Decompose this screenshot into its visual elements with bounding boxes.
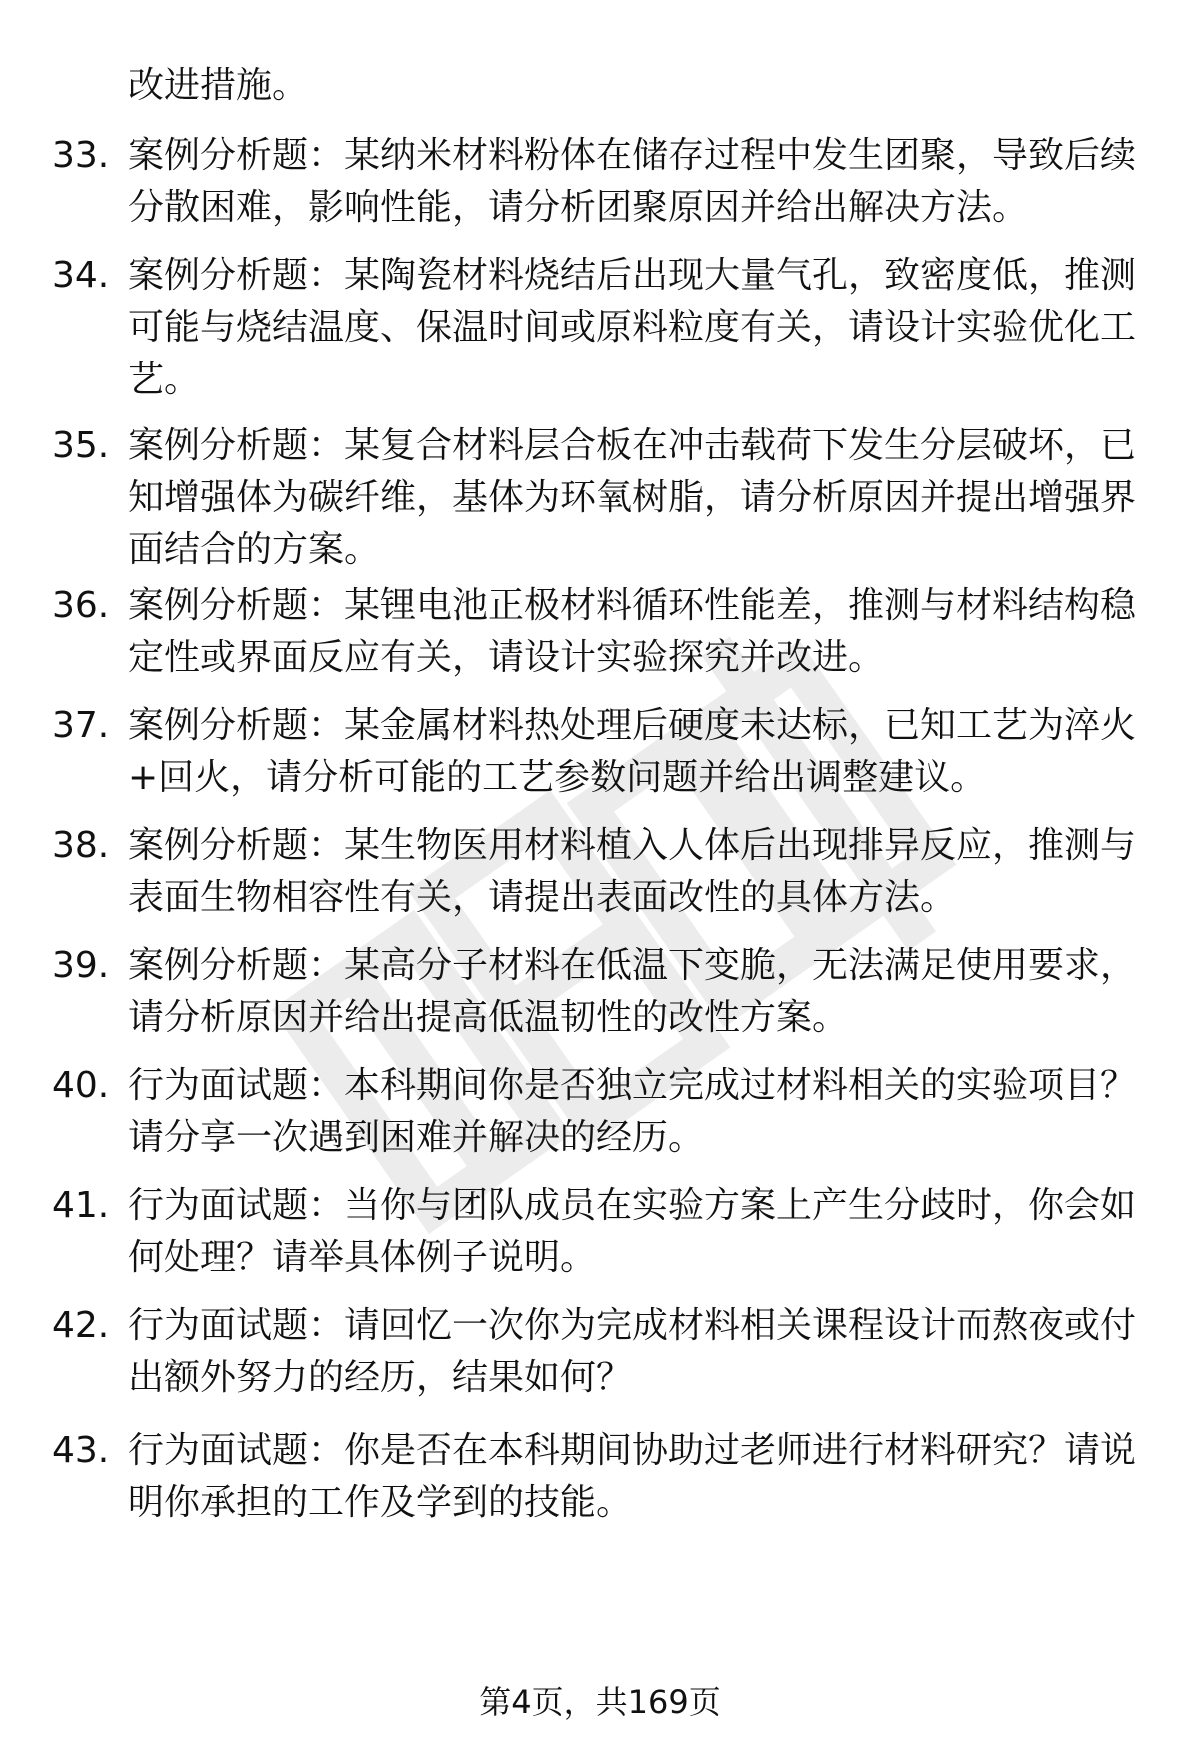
- question-text: 案例分析题：某锂电池正极材料循环性能差，推测与材料结构稳定性或界面反应有关，请设计实验探究并改进。: [128, 585, 1137, 678]
- question-text: 行为面试题：当你与团队成员在实验方案上产生分歧时，你会如何处理？请举具体例子说明。: [128, 1185, 1137, 1278]
- question-text: 案例分析题：某生物医用材料植入人体后出现排异反应，推测与表面生物相容性有关，请提出表面改性的具体方法。: [128, 825, 1137, 918]
- question-text: 行为面试题：本科期间你是否独立完成过材料相关的实验项目？请分享一次遇到困难并解决的经历。: [128, 1065, 1137, 1158]
- question-text: 案例分析题：某复合材料层合板在冲击载荷下发生分层破坏，已知增强体为碳纤维，基体为环氧树脂，请分析原因并提出增强界面结合的方案。: [128, 425, 1137, 570]
- question-text: 案例分析题：某高分子材料在低温下变脆，无法满足使用要求，请分析原因并给出提高低温韧性的改性方案。: [128, 945, 1137, 1038]
- question-text: 行为面试题：你是否在本科期间协助过老师进行材料研究？请说明你承担的工作及学到的技能。: [128, 1430, 1137, 1523]
- question-text: 案例分析题：某金属材料热处理后硬度未达标，已知工艺为淬火+回火，请分析可能的工艺参数问题并给出调整建议。: [128, 705, 1137, 798]
- question-number: 33.: [52, 135, 110, 176]
- page-footer: 第4页，共169页: [479, 1683, 721, 1721]
- question-text: 案例分析题：某陶瓷材料烧结后出现大量气孔，致密度低，推测可能与烧结温度、保温时间或原料粒度有关，请设计实验优化工艺。: [128, 255, 1137, 400]
- continuation-text: 改进措施。: [128, 65, 309, 106]
- question-number: 40.: [52, 1065, 110, 1106]
- question-number: 35.: [52, 425, 110, 466]
- question-number: 34.: [52, 255, 110, 296]
- question-number: 37.: [52, 705, 110, 746]
- question-number: 39.: [52, 945, 110, 986]
- question-text: 案例分析题：某纳米材料粉体在储存过程中发生团聚，导致后续分散困难，影响性能，请分析团聚原因并给出解决方法。: [128, 135, 1137, 228]
- question-text: 行为面试题：请回忆一次你为完成材料相关课程设计而熬夜或付出额外努力的经历，结果如何？: [128, 1305, 1137, 1398]
- question-number: 41.: [52, 1185, 110, 1226]
- question-number: 43.: [52, 1430, 110, 1471]
- question-number: 38.: [52, 825, 110, 866]
- question-number: 42.: [52, 1305, 110, 1346]
- question-number: 36.: [52, 585, 110, 626]
